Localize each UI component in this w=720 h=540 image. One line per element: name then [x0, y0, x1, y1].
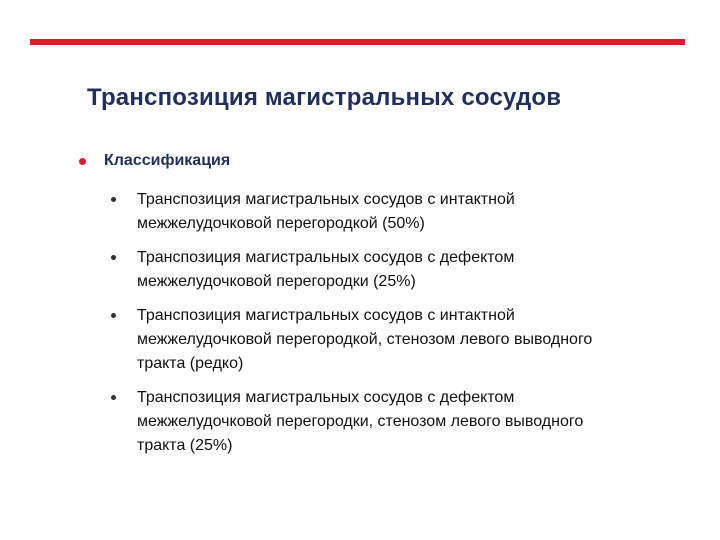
classification-heading-row	[79, 152, 230, 170]
bullet-icon	[111, 255, 116, 260]
slide-title: Транспозиция магистральных сосудов	[87, 84, 562, 111]
list-item	[108, 246, 618, 294]
classification-heading: Классификация	[104, 152, 231, 169]
list-item-text: Транспозиция магистральных сосудов с дефектом межжелудочковой перегородки, стенозом левого выводного тракта (25%)	[137, 389, 584, 454]
list-item-text: Транспозиция магистральных сосудов с дефектом межжелудочковой перегородки (25%)	[137, 249, 515, 290]
bullet-icon	[111, 313, 116, 318]
bullet-icon	[111, 197, 116, 202]
list-item	[108, 386, 618, 458]
list-item-text: Транспозиция магистральных сосудов с интактной межжелудочковой перегородкой (50%)	[137, 191, 515, 232]
bullet-icon	[79, 158, 86, 165]
list-item	[108, 188, 618, 236]
list-item-text: Транспозиция магистральных сосудов с интактной межжелудочковой перегородкой, стенозом левого выводного тракта (редко)	[137, 307, 593, 372]
classification-list	[108, 188, 618, 468]
bullet-icon	[111, 395, 116, 400]
list-item	[108, 304, 618, 376]
accent-bar	[30, 39, 685, 45]
